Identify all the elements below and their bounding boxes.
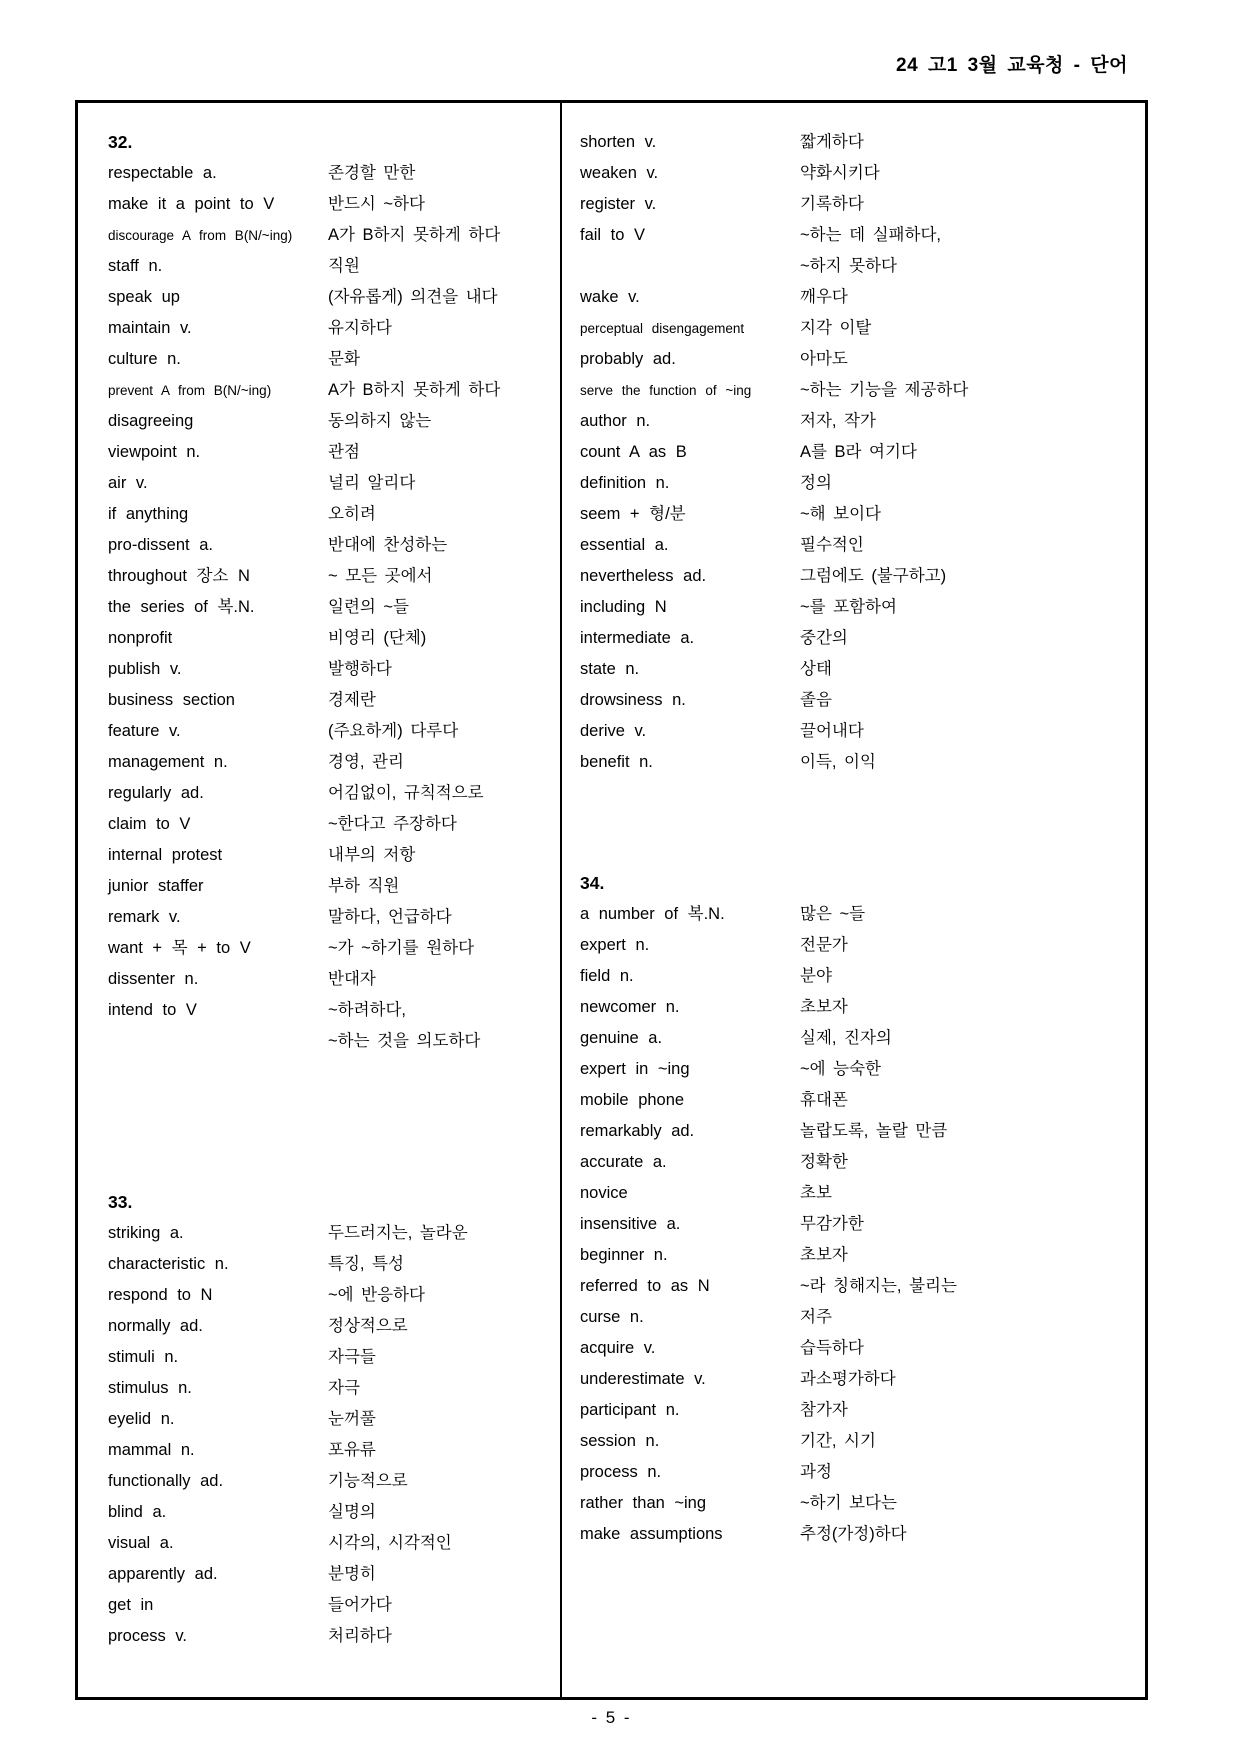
term-text: staff n. bbox=[108, 257, 163, 275]
vocab-row bbox=[580, 220, 1146, 251]
meaning-text: 시각의, 시각적인 bbox=[328, 1534, 452, 1552]
meaning-text: 분야 bbox=[800, 967, 832, 985]
vocab-row bbox=[108, 1497, 556, 1528]
term-text: expert in ~ing bbox=[580, 1060, 690, 1078]
term-text: process v. bbox=[108, 1627, 187, 1645]
vocab-row bbox=[580, 1178, 1146, 1209]
meaning-text: 졸음 bbox=[800, 691, 832, 709]
term-text: pro-dissent a. bbox=[108, 536, 213, 554]
meaning-text: 반드시 ~하다 bbox=[328, 195, 425, 213]
vocab-row bbox=[108, 840, 556, 871]
vocab-row bbox=[108, 1311, 556, 1342]
term-text: want + 목 + to V bbox=[108, 939, 251, 957]
vocab-row bbox=[580, 1271, 1146, 1302]
vocab-row bbox=[580, 468, 1146, 499]
vocab-row bbox=[580, 437, 1146, 468]
term-text: acquire v. bbox=[580, 1339, 656, 1357]
meaning-text: 자극들 bbox=[328, 1348, 376, 1366]
vocab-row bbox=[108, 1249, 556, 1280]
meaning-text: 내부의 저항 bbox=[328, 846, 416, 864]
term-text: register v. bbox=[580, 195, 657, 213]
term-text: referred to as N bbox=[580, 1277, 710, 1295]
term-text: curse n. bbox=[580, 1308, 644, 1326]
term-text bbox=[580, 251, 800, 282]
vocab-row bbox=[108, 499, 556, 530]
meaning-text: 중간의 bbox=[800, 629, 848, 647]
term-text: mammal n. bbox=[108, 1441, 195, 1459]
vocab-row bbox=[580, 313, 1146, 344]
term-text: seem + 형/분 bbox=[580, 505, 686, 523]
meaning-text: 일련의 ~들 bbox=[328, 598, 409, 616]
vocab-row bbox=[108, 344, 556, 375]
vocab-row bbox=[108, 1373, 556, 1404]
column-left bbox=[108, 127, 556, 1652]
term-text: underestimate v. bbox=[580, 1370, 706, 1388]
vocab-row bbox=[108, 778, 556, 809]
page-number: - 5 - bbox=[591, 1708, 632, 1727]
section-34 bbox=[580, 868, 1146, 1550]
meaning-text: 부하 직원 bbox=[328, 877, 400, 895]
meaning-text: 오히려 bbox=[328, 505, 376, 523]
meaning-text: (주요하게) 다루다 bbox=[328, 722, 459, 740]
term-text: get in bbox=[108, 1596, 154, 1614]
vocab-row bbox=[580, 1302, 1146, 1333]
term-text: air v. bbox=[108, 474, 148, 492]
meaning-text: ~하기 보다는 bbox=[800, 1494, 897, 1512]
term-text: mobile phone bbox=[580, 1091, 685, 1109]
meaning-text: 전문가 bbox=[800, 936, 848, 954]
vocab-row bbox=[108, 468, 556, 499]
meaning-text: ~하려하다, bbox=[328, 1001, 406, 1019]
meaning-text: 지각 이탈 bbox=[800, 319, 872, 337]
vocab-row bbox=[580, 375, 1146, 406]
vocab-row bbox=[580, 1023, 1146, 1054]
term-text: wake v. bbox=[580, 288, 640, 306]
term-text: nonprofit bbox=[108, 629, 173, 647]
vocab-row bbox=[108, 1342, 556, 1373]
meaning-text: ~라 칭해지는, 불리는 bbox=[800, 1277, 957, 1295]
vocab-row bbox=[108, 1218, 556, 1249]
term-text: benefit n. bbox=[580, 753, 653, 771]
vocab-row bbox=[108, 375, 556, 406]
term-text: culture n. bbox=[108, 350, 181, 368]
term-text: remark v. bbox=[108, 908, 181, 926]
vocab-row bbox=[580, 747, 1146, 778]
meaning-text: 과소평가하다 bbox=[800, 1370, 896, 1388]
term-text: field n. bbox=[580, 967, 634, 985]
vocab-row-continuation bbox=[580, 251, 1146, 282]
term-text: serve the function of ~ing bbox=[580, 383, 752, 398]
meaning-text: 들어가다 bbox=[328, 1596, 392, 1614]
vocab-row bbox=[108, 716, 556, 747]
meaning-text: 실제, 진자의 bbox=[800, 1029, 892, 1047]
vocab-row bbox=[580, 685, 1146, 716]
vocab-row bbox=[580, 344, 1146, 375]
vocab-row bbox=[108, 220, 556, 251]
vocab-row bbox=[108, 1590, 556, 1621]
vocab-row bbox=[580, 499, 1146, 530]
vocab-row bbox=[580, 1147, 1146, 1178]
vocab-row bbox=[580, 592, 1146, 623]
page-header-title: 24 고1 3월 교육청 - 단어 bbox=[896, 55, 1128, 76]
term-text: including N bbox=[580, 598, 667, 616]
meaning-text: A가 B하지 못하게 하다 bbox=[328, 381, 501, 399]
meaning-text: 분명히 bbox=[328, 1565, 376, 1583]
term-text: disagreeing bbox=[108, 412, 194, 430]
meaning-text: ~하지 못하다 bbox=[800, 257, 897, 275]
meaning-text: 경영, 관리 bbox=[328, 753, 404, 771]
meaning-text: 깨우다 bbox=[800, 288, 848, 306]
term-text: the series of 복.N. bbox=[108, 598, 255, 616]
vocab-row bbox=[580, 1488, 1146, 1519]
vocab-row bbox=[108, 1528, 556, 1559]
meaning-text: 휴대폰 bbox=[800, 1091, 848, 1109]
vocab-row bbox=[580, 1395, 1146, 1426]
meaning-text: 특징, 특성 bbox=[328, 1255, 404, 1273]
meaning-text: 기능적으로 bbox=[328, 1472, 408, 1490]
vocab-row bbox=[580, 282, 1146, 313]
meaning-text: ~하는 것을 의도하다 bbox=[328, 1032, 481, 1050]
vocab-row bbox=[580, 930, 1146, 961]
vocab-row bbox=[580, 1240, 1146, 1271]
term-text: perceptual disengagement bbox=[580, 321, 745, 336]
meaning-text: ~에 반응하다 bbox=[328, 1286, 425, 1304]
section-number: 34. bbox=[580, 873, 605, 893]
term-text: weaken v. bbox=[580, 164, 659, 182]
meaning-text: 끌어내다 bbox=[800, 722, 864, 740]
term-text: novice bbox=[580, 1184, 628, 1202]
term-text: publish v. bbox=[108, 660, 182, 678]
meaning-text: 초보자 bbox=[800, 998, 848, 1016]
vocab-row bbox=[580, 961, 1146, 992]
term-text: rather than ~ing bbox=[580, 1494, 707, 1512]
vocab-row bbox=[108, 747, 556, 778]
meaning-text: ~하는 데 실패하다, bbox=[800, 226, 941, 244]
term-text: count A as B bbox=[580, 443, 687, 461]
vocab-row bbox=[580, 1054, 1146, 1085]
vocab-row bbox=[108, 964, 556, 995]
meaning-text: 약화시키다 bbox=[800, 164, 880, 182]
term-text: session n. bbox=[580, 1432, 660, 1450]
vocab-row bbox=[108, 623, 556, 654]
term-text: eyelid n. bbox=[108, 1410, 175, 1428]
meaning-text: 반대에 찬성하는 bbox=[328, 536, 448, 554]
vocab-row bbox=[580, 1333, 1146, 1364]
meaning-text: 자극 bbox=[328, 1379, 360, 1397]
term-text: blind a. bbox=[108, 1503, 167, 1521]
vocab-row bbox=[108, 995, 556, 1026]
vocab-row bbox=[108, 1621, 556, 1652]
meaning-text: 습득하다 bbox=[800, 1339, 864, 1357]
term-text: shorten v. bbox=[580, 133, 657, 151]
term-text: genuine a. bbox=[580, 1029, 663, 1047]
vocab-row bbox=[108, 251, 556, 282]
vocab-row bbox=[108, 189, 556, 220]
vocab-row bbox=[580, 1116, 1146, 1147]
vocab-row bbox=[108, 282, 556, 313]
term-text: prevent A from B(N/~ing) bbox=[108, 383, 272, 398]
vocab-row bbox=[108, 437, 556, 468]
term-text: nevertheless ad. bbox=[580, 567, 707, 585]
meaning-text: 그럼에도 (불구하고) bbox=[800, 567, 947, 585]
meaning-text: 널리 알리다 bbox=[328, 474, 416, 492]
term-text: junior staffer bbox=[108, 877, 204, 895]
term-text: feature v. bbox=[108, 722, 181, 740]
vocab-row bbox=[108, 871, 556, 902]
meaning-text: ~를 포함하여 bbox=[800, 598, 897, 616]
meaning-text: 초보자 bbox=[800, 1246, 848, 1264]
meaning-text: 반대자 bbox=[328, 970, 376, 988]
meaning-text: 정상적으로 bbox=[328, 1317, 408, 1335]
term-text: management n. bbox=[108, 753, 228, 771]
vocab-row bbox=[108, 530, 556, 561]
term-text: beginner n. bbox=[580, 1246, 668, 1264]
term-text: claim to V bbox=[108, 815, 191, 833]
term-text: respectable a. bbox=[108, 164, 217, 182]
vocab-row bbox=[108, 1435, 556, 1466]
meaning-text: 무감가한 bbox=[800, 1215, 864, 1233]
meaning-text: ~가 ~하기를 원하다 bbox=[328, 939, 475, 957]
vocab-row bbox=[108, 1280, 556, 1311]
meaning-text: ~해 보이다 bbox=[800, 505, 881, 523]
section-number: 32. bbox=[108, 132, 133, 152]
meaning-text: 기록하다 bbox=[800, 195, 864, 213]
vocab-row bbox=[580, 1457, 1146, 1488]
section-number: 33. bbox=[108, 1192, 133, 1212]
vocab-row bbox=[108, 1466, 556, 1497]
meaning-text: ~에 능숙한 bbox=[800, 1060, 881, 1078]
vocab-row bbox=[108, 406, 556, 437]
meaning-text: 관점 bbox=[328, 443, 360, 461]
term-text: expert n. bbox=[580, 936, 650, 954]
meaning-text: 포유류 bbox=[328, 1441, 376, 1459]
term-text: striking a. bbox=[108, 1224, 184, 1242]
term-text: probably ad. bbox=[580, 350, 676, 368]
term-text: accurate a. bbox=[580, 1153, 667, 1171]
term-text: newcomer n. bbox=[580, 998, 680, 1016]
vocab-row bbox=[108, 933, 556, 964]
term-text bbox=[108, 1026, 328, 1057]
vocab-box bbox=[75, 100, 1148, 1700]
vocab-row bbox=[580, 1426, 1146, 1457]
term-text: a number of 복.N. bbox=[580, 905, 725, 923]
vocab-row bbox=[580, 1364, 1146, 1395]
meaning-text: 저주 bbox=[800, 1308, 832, 1326]
term-text: author n. bbox=[580, 412, 651, 430]
term-text: speak up bbox=[108, 288, 180, 306]
meaning-text: 어김없이, 규칙적으로 bbox=[328, 784, 484, 802]
vocab-row bbox=[580, 127, 1146, 158]
meaning-text: 참가자 bbox=[800, 1401, 848, 1419]
vocab-row bbox=[580, 189, 1146, 220]
term-text: regularly ad. bbox=[108, 784, 204, 802]
meaning-text: (자유롭게) 의견을 내다 bbox=[328, 288, 498, 306]
meaning-text: 저자, 작가 bbox=[800, 412, 876, 430]
term-text: fail to V bbox=[580, 226, 646, 244]
term-text: participant n. bbox=[580, 1401, 680, 1419]
meaning-text: 아마도 bbox=[800, 350, 848, 368]
column-divider bbox=[560, 103, 562, 1697]
term-text: internal protest bbox=[108, 846, 223, 864]
meaning-text: 정확한 bbox=[800, 1153, 848, 1171]
meaning-text: 많은 ~들 bbox=[800, 905, 866, 923]
vocab-row bbox=[108, 561, 556, 592]
section-32 bbox=[108, 127, 556, 1057]
meaning-text: 눈꺼풀 bbox=[328, 1410, 376, 1428]
vocab-row bbox=[580, 406, 1146, 437]
vocab-row bbox=[580, 158, 1146, 189]
term-text: make it a point to V bbox=[108, 195, 275, 213]
meaning-text: 상태 bbox=[800, 660, 832, 678]
vocab-row-continuation bbox=[108, 1026, 556, 1057]
term-text: viewpoint n. bbox=[108, 443, 201, 461]
term-text: maintain v. bbox=[108, 319, 192, 337]
meaning-text: 필수적인 bbox=[800, 536, 864, 554]
term-text: stimuli n. bbox=[108, 1348, 179, 1366]
meaning-text: 두드러지는, 놀라운 bbox=[328, 1224, 468, 1242]
vocab-row bbox=[108, 1404, 556, 1435]
vocab-row bbox=[580, 1085, 1146, 1116]
term-text: throughout 장소 N bbox=[108, 567, 250, 585]
meaning-text: ~ 모든 곳에서 bbox=[328, 567, 433, 585]
meaning-text: 이득, 이익 bbox=[800, 753, 876, 771]
term-text: intermediate a. bbox=[580, 629, 695, 647]
vocab-row bbox=[108, 158, 556, 189]
vocab-row bbox=[108, 902, 556, 933]
meaning-text: ~한다고 주장하다 bbox=[328, 815, 457, 833]
meaning-text: 동의하지 않는 bbox=[328, 412, 432, 430]
term-text: stimulus n. bbox=[108, 1379, 192, 1397]
term-text: drowsiness n. bbox=[580, 691, 686, 709]
meaning-text: 존경할 만한 bbox=[328, 164, 416, 182]
meaning-text: 경제란 bbox=[328, 691, 376, 709]
vocab-row bbox=[108, 592, 556, 623]
section-33 bbox=[108, 1187, 556, 1652]
vocab-row bbox=[580, 623, 1146, 654]
vocab-row bbox=[108, 313, 556, 344]
meaning-text: 실명의 bbox=[328, 1503, 376, 1521]
meaning-text: 기간, 시기 bbox=[800, 1432, 876, 1450]
term-text: intend to V bbox=[108, 1001, 197, 1019]
term-text: discourage A from B(N/~ing) bbox=[108, 228, 293, 243]
vocab-row bbox=[580, 561, 1146, 592]
term-text: remarkably ad. bbox=[580, 1122, 695, 1140]
term-text: state n. bbox=[580, 660, 640, 678]
meaning-text: ~하는 기능을 제공하다 bbox=[800, 381, 969, 399]
meaning-text: 말하다, 언급하다 bbox=[328, 908, 452, 926]
vocab-row bbox=[108, 1559, 556, 1590]
vocab-row bbox=[580, 1519, 1146, 1550]
vocab-row bbox=[580, 530, 1146, 561]
meaning-text: A가 B하지 못하게 하다 bbox=[328, 226, 501, 244]
meaning-text: 유지하다 bbox=[328, 319, 392, 337]
term-text: visual a. bbox=[108, 1534, 174, 1552]
meaning-text: 문화 bbox=[328, 350, 360, 368]
term-text: apparently ad. bbox=[108, 1565, 218, 1583]
term-text: if anything bbox=[108, 505, 189, 523]
term-text: insensitive a. bbox=[580, 1215, 681, 1233]
vocab-row bbox=[108, 654, 556, 685]
meaning-text: 추정(가정)하다 bbox=[800, 1525, 907, 1543]
meaning-text: 비영리 (단체) bbox=[328, 629, 427, 647]
column-right bbox=[580, 127, 1146, 1550]
term-text: business section bbox=[108, 691, 235, 709]
term-text: characteristic n. bbox=[108, 1255, 229, 1273]
meaning-text: 정의 bbox=[800, 474, 832, 492]
section-continued bbox=[580, 127, 1146, 778]
vocab-row bbox=[580, 1209, 1146, 1240]
term-text: functionally ad. bbox=[108, 1472, 224, 1490]
vocab-row bbox=[108, 809, 556, 840]
term-text: process n. bbox=[580, 1463, 662, 1481]
meaning-text: 직원 bbox=[328, 257, 360, 275]
term-text: dissenter n. bbox=[108, 970, 199, 988]
term-text: essential a. bbox=[580, 536, 669, 554]
term-text: normally ad. bbox=[108, 1317, 203, 1335]
vocab-row bbox=[108, 685, 556, 716]
meaning-text: 놀랍도록, 놀랄 만큼 bbox=[800, 1122, 948, 1140]
meaning-text: 발행하다 bbox=[328, 660, 392, 678]
term-text: derive v. bbox=[580, 722, 647, 740]
vocab-row bbox=[580, 654, 1146, 685]
term-text: definition n. bbox=[580, 474, 670, 492]
term-text: respond to N bbox=[108, 1286, 213, 1304]
vocab-row bbox=[580, 716, 1146, 747]
term-text: make assumptions bbox=[580, 1525, 723, 1543]
meaning-text: A를 B라 여기다 bbox=[800, 443, 917, 461]
meaning-text: 초보 bbox=[800, 1184, 832, 1202]
meaning-text: 짧게하다 bbox=[800, 133, 864, 151]
meaning-text: 처리하다 bbox=[328, 1627, 392, 1645]
vocab-row bbox=[580, 992, 1146, 1023]
meaning-text: 과정 bbox=[800, 1463, 832, 1481]
vocab-row bbox=[580, 899, 1146, 930]
